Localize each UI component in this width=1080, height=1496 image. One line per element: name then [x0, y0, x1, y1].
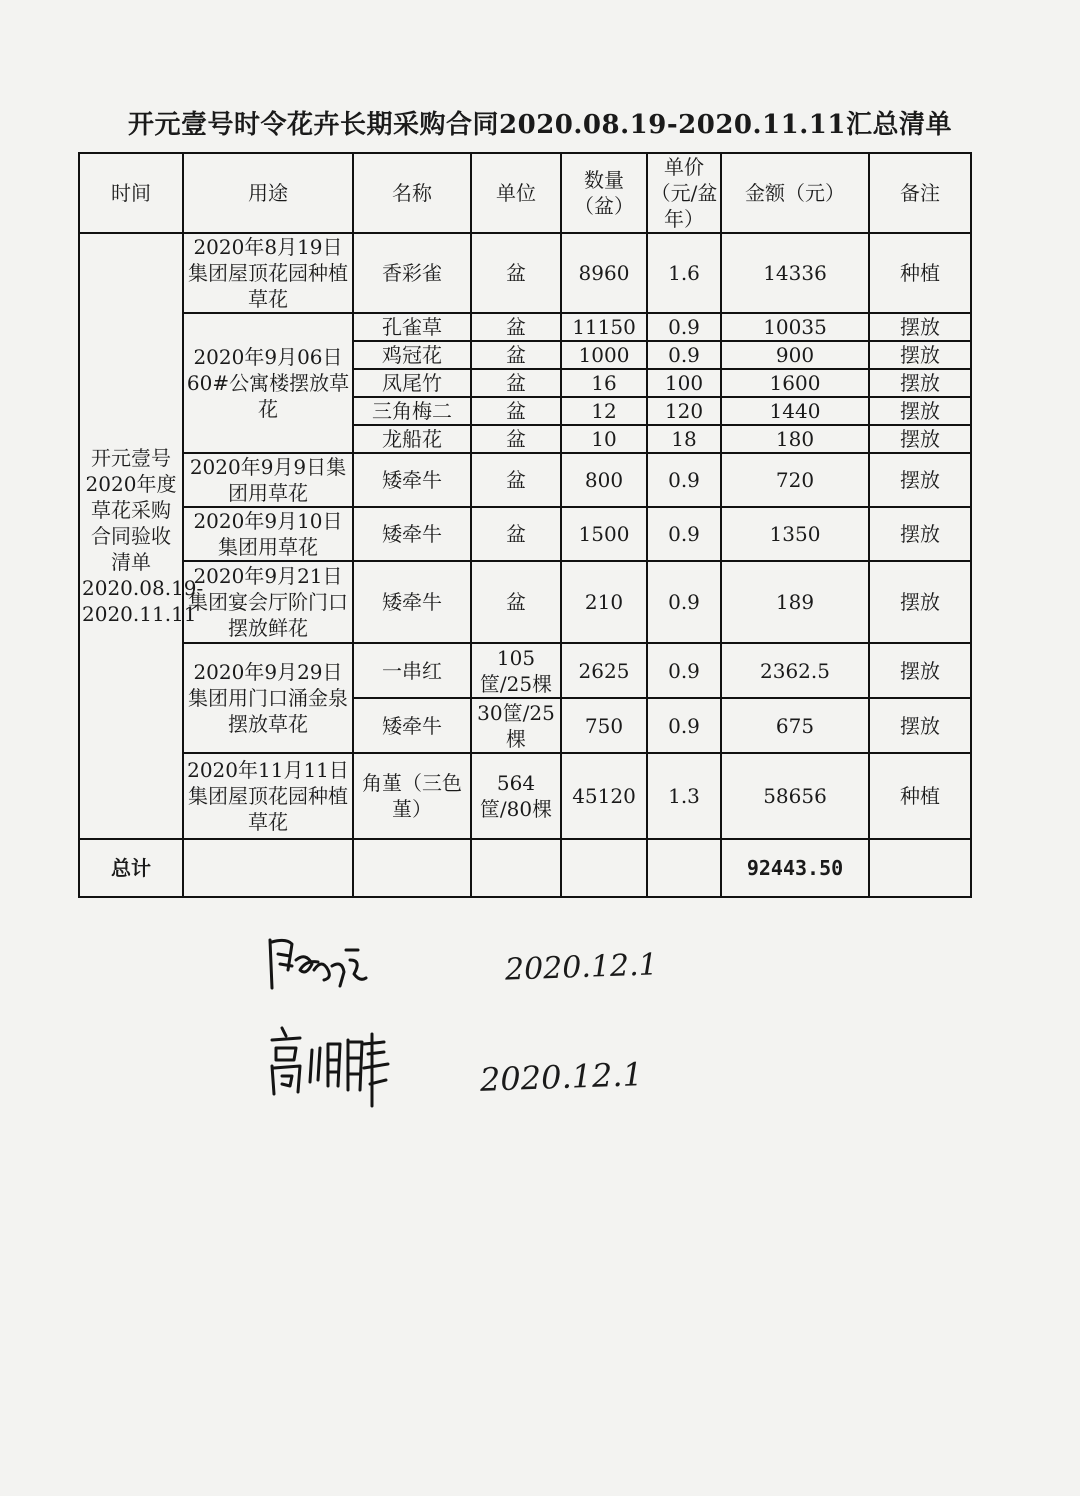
price-cell: 18 — [647, 425, 721, 453]
price-cell: 120 — [647, 397, 721, 425]
amount-cell: 14336 — [721, 233, 869, 313]
price-cell: 0.9 — [647, 561, 721, 643]
unit-cell: 盆 — [471, 313, 561, 341]
header-row — [79, 153, 971, 233]
price-cell: 0.9 — [647, 341, 721, 369]
quantity-cell: 45120 — [561, 753, 647, 839]
header-unit: 单位 — [471, 153, 561, 233]
price-cell: 0.9 — [647, 313, 721, 341]
header-time: 时间 — [79, 153, 183, 233]
quantity-cell: 800 — [561, 453, 647, 507]
note-cell: 摆放 — [869, 425, 971, 453]
name-cell: 矮牵牛 — [353, 698, 471, 753]
empty-cell — [647, 839, 721, 897]
unit-cell: 盆 — [471, 233, 561, 313]
table-row — [79, 453, 971, 507]
note-cell: 种植 — [869, 753, 971, 839]
quantity-cell: 16 — [561, 369, 647, 397]
header-quantity: 数量（盆） — [561, 153, 647, 233]
quantity-cell: 8960 — [561, 233, 647, 313]
name-cell: 龙船花 — [353, 425, 471, 453]
name-cell: 孔雀草 — [353, 313, 471, 341]
usage-cell: 2020年11月11日集团屋顶花园种植草花 — [183, 753, 353, 839]
name-cell: 三角梅二 — [353, 397, 471, 425]
name-cell: 一串红 — [353, 643, 471, 698]
empty-cell — [471, 839, 561, 897]
note-cell: 摆放 — [869, 397, 971, 425]
unit-cell: 盆 — [471, 561, 561, 643]
table-row — [79, 507, 971, 561]
price-cell: 1.3 — [647, 753, 721, 839]
table-row — [79, 643, 971, 698]
note-cell: 摆放 — [869, 561, 971, 643]
empty-cell — [183, 839, 353, 897]
name-cell: 矮牵牛 — [353, 453, 471, 507]
empty-cell — [869, 839, 971, 897]
amount-cell: 1350 — [721, 507, 869, 561]
note-cell: 摆放 — [869, 341, 971, 369]
unit-cell: 564筐/80棵 — [471, 753, 561, 839]
price-cell: 1.6 — [647, 233, 721, 313]
amount-cell: 2362.5 — [721, 643, 869, 698]
unit-cell: 盆 — [471, 507, 561, 561]
total-amount: 92443.50 — [721, 839, 869, 897]
quantity-cell: 10 — [561, 425, 647, 453]
total-row — [79, 839, 971, 897]
header-note: 备注 — [869, 153, 971, 233]
usage-cell: 2020年9月10日集团用草花 — [183, 507, 353, 561]
header-name: 名称 — [353, 153, 471, 233]
handwritten-signature-1 — [262, 930, 372, 1000]
amount-cell: 1440 — [721, 397, 869, 425]
amount-cell: 1600 — [721, 369, 869, 397]
name-cell: 角堇（三色堇） — [353, 753, 471, 839]
quantity-cell: 210 — [561, 561, 647, 643]
name-cell: 凤尾竹 — [353, 369, 471, 397]
unit-cell: 105筐/25棵 — [471, 643, 561, 698]
name-cell: 鸡冠花 — [353, 341, 471, 369]
table-row — [79, 561, 971, 643]
unit-cell: 30筐/25棵 — [471, 698, 561, 753]
summary-table — [78, 152, 972, 898]
unit-cell: 盆 — [471, 453, 561, 507]
quantity-cell: 750 — [561, 698, 647, 753]
amount-cell: 720 — [721, 453, 869, 507]
price-cell: 0.9 — [647, 507, 721, 561]
price-cell: 0.9 — [647, 643, 721, 698]
amount-cell: 58656 — [721, 753, 869, 839]
name-cell: 矮牵牛 — [353, 507, 471, 561]
signature-date-2: 2020.12.1 — [479, 1055, 644, 1099]
amount-cell: 675 — [721, 698, 869, 753]
quantity-cell: 1500 — [561, 507, 647, 561]
empty-cell — [353, 839, 471, 897]
amount-cell: 900 — [721, 341, 869, 369]
table-row — [79, 313, 971, 341]
time-cell: 开元壹号2020年度草花采购合同验收清单2020.08.19-2020.11.11 — [79, 233, 183, 839]
signature-date-1: 2020.12.1 — [504, 947, 659, 988]
amount-cell: 189 — [721, 561, 869, 643]
usage-cell: 2020年9月29日集团用门口涌金泉摆放草花 — [183, 643, 353, 753]
price-cell: 0.9 — [647, 453, 721, 507]
unit-cell: 盆 — [471, 369, 561, 397]
quantity-cell: 1000 — [561, 341, 647, 369]
usage-cell: 2020年9月21日集团宴会厅阶门口摆放鲜花 — [183, 561, 353, 643]
header-amount: 金额（元） — [721, 153, 869, 233]
note-cell: 摆放 — [869, 313, 971, 341]
header-usage: 用途 — [183, 153, 353, 233]
quantity-cell: 2625 — [561, 643, 647, 698]
note-cell: 摆放 — [869, 698, 971, 753]
handwritten-signature-2 — [266, 1020, 396, 1110]
empty-cell — [561, 839, 647, 897]
usage-cell: 2020年9月9日集团用草花 — [183, 453, 353, 507]
note-cell: 摆放 — [869, 507, 971, 561]
note-cell: 摆放 — [869, 369, 971, 397]
unit-cell: 盆 — [471, 425, 561, 453]
amount-cell: 10035 — [721, 313, 869, 341]
price-cell: 100 — [647, 369, 721, 397]
price-cell: 0.9 — [647, 698, 721, 753]
quantity-cell: 11150 — [561, 313, 647, 341]
name-cell: 香彩雀 — [353, 233, 471, 313]
usage-cell: 2020年8月19日集团屋顶花园种植草花 — [183, 233, 353, 313]
usage-cell: 2020年9月06日60#公寓楼摆放草花 — [183, 313, 353, 453]
note-cell: 摆放 — [869, 453, 971, 507]
table-row — [79, 233, 971, 313]
unit-cell: 盆 — [471, 341, 561, 369]
amount-cell: 180 — [721, 425, 869, 453]
document-title: 开元壹号时令花卉长期采购合同2020.08.19-2020.11.11汇总清单 — [128, 110, 952, 140]
total-label: 总计 — [79, 839, 183, 897]
name-cell: 矮牵牛 — [353, 561, 471, 643]
table-row — [79, 753, 971, 839]
quantity-cell: 12 — [561, 397, 647, 425]
note-cell: 摆放 — [869, 643, 971, 698]
unit-cell: 盆 — [471, 397, 561, 425]
header-unit-price: 单价（元/盆年） — [647, 153, 721, 233]
note-cell: 种植 — [869, 233, 971, 313]
